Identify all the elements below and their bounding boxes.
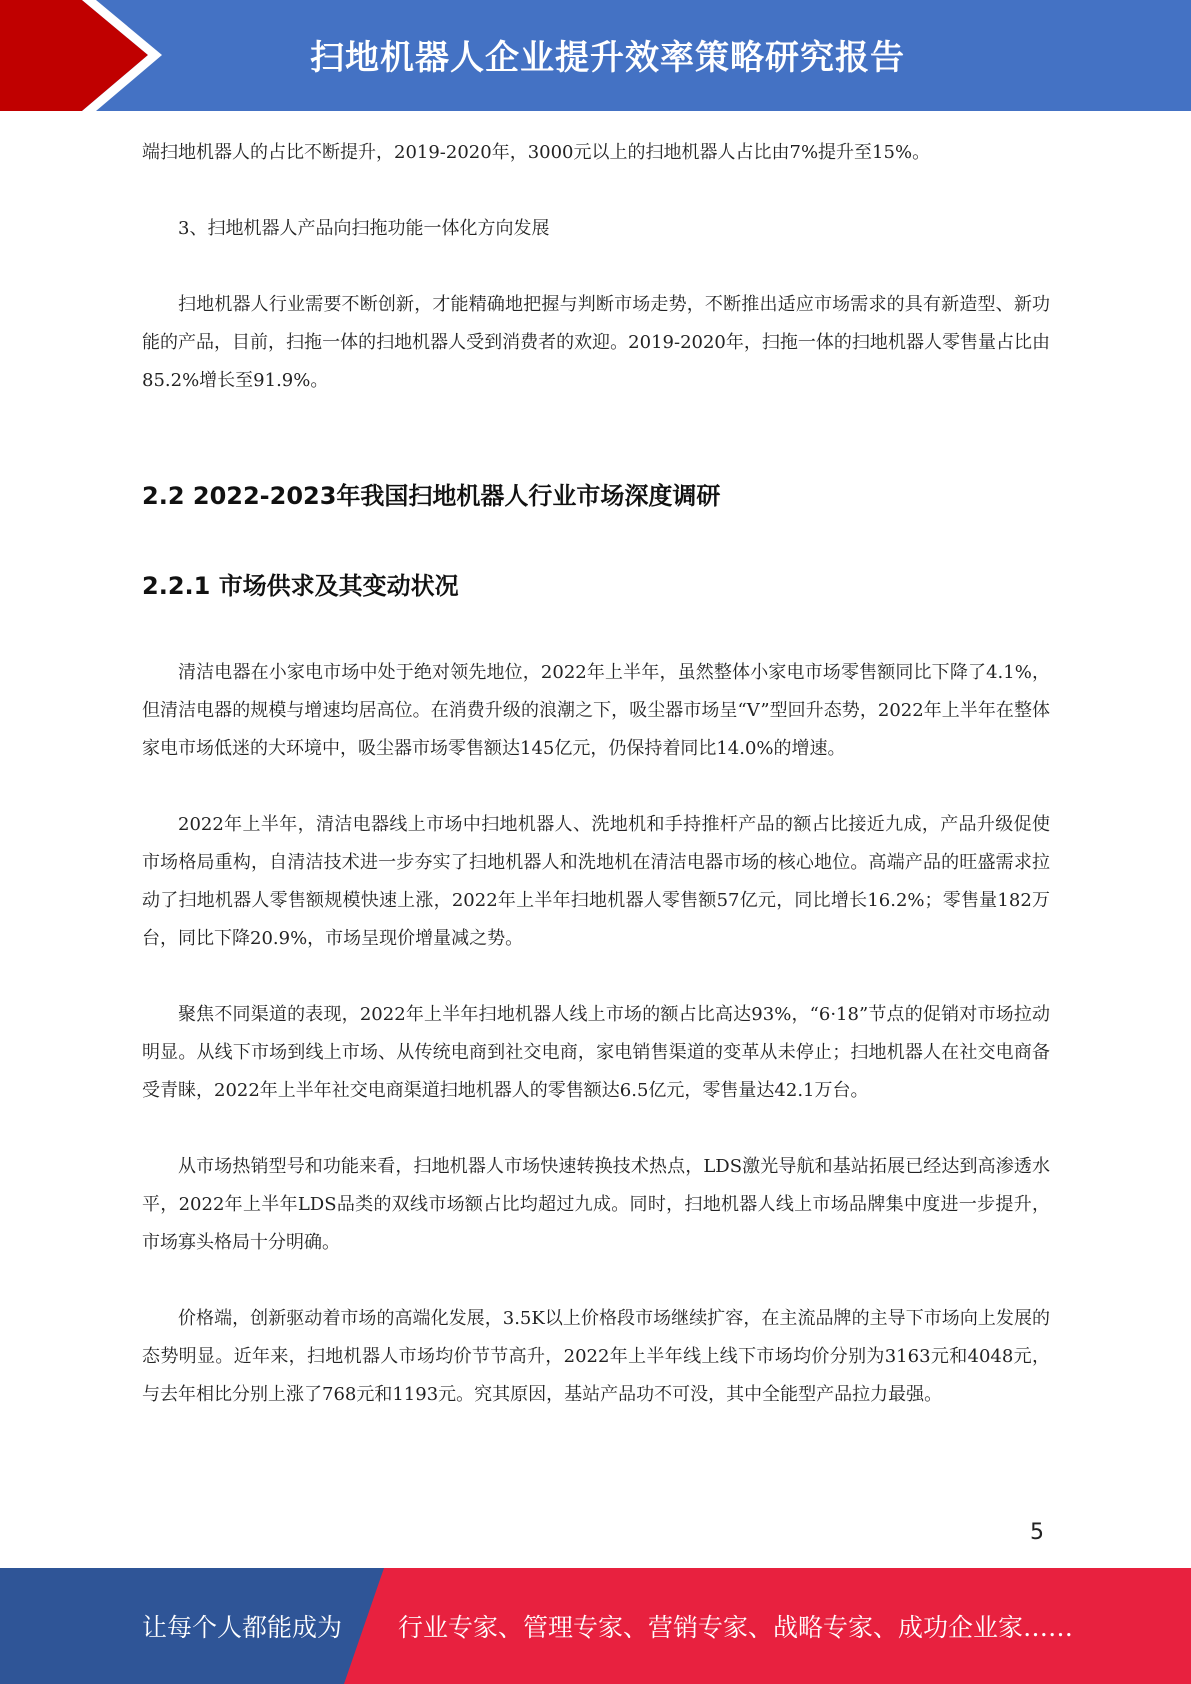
footer-slogan-right: 行业专家、管理专家、营销专家、战略专家、成功企业家…… [398, 1613, 1074, 1642]
header-red-chevron [0, 0, 148, 111]
paragraph-5: 价格端，创新驱动着市场的高端化发展，3.5K以上价格段市场继续扩容，在主流品牌的主导下市场向上发展的态势明显。近年来，扫地机器人市场均价节节高升，2022年上半年线上线下市场均价分别为3163元和4048元，与去年相比分别上涨了768元和1193元。究其原因，基站产品功不可没，其中全能型产品拉力最强。 [142, 1308, 1050, 1405]
page-header [0, 0, 1191, 111]
paragraph-4: 从市场热销型号和功能来看，扫地机器人市场快速转换技术热点，LDS激光导航和基站拓展已经达到高渗透水平，2022年上半年LDS品类的双线市场额占比均超过九成。同时，扫地机器人线上市场品牌集中度进一步提升，市场寡头格局十分明确。 [142, 1156, 1050, 1253]
list-item-3-title: 3、扫地机器人产品向扫拖功能一体化方向发展 [178, 218, 550, 239]
section-heading-2-2: 2.2 2022-2023年我国扫地机器人行业市场深度调研 [142, 482, 721, 510]
document-body [142, 134, 1050, 1414]
page-footer [0, 1568, 1191, 1684]
paragraph-3: 聚焦不同渠道的表现，2022年上半年扫地机器人线上市场的额占比高达93%，“6·18”节点的促销对市场拉动明显。从线下市场到线上市场、从传统电商到社交电商，家电销售渠道的变革从未停止；扫地机器人在社交电商备受青睐，2022年上半年社交电商渠道扫地机器人的零售额达6.5亿元，零售量达42.1万台。 [142, 1004, 1050, 1101]
page-number: 5 [1030, 1520, 1044, 1545]
report-title: 扫地机器人企业提升效率策略研究报告 [310, 38, 905, 78]
paragraph-1: 清洁电器在小家电市场中处于绝对领先地位，2022年上半年，虽然整体小家电市场零售额同比下降了4.1%，但清洁电器的规模与增速均居高位。在消费升级的浪潮之下，吸尘器市场呈“V”型回升态势，2022年上半年在整体家电市场低迷的大环境中，吸尘器市场零售额达145亿元，仍保持着同比14.0%的增速。 [142, 662, 1050, 759]
section-heading-2-2-1: 2.2.1 市场供求及其变动状况 [142, 572, 459, 600]
paragraph-intro-tail: 端扫地机器人的占比不断提升，2019-2020年，3000元以上的扫地机器人占比由7%提升至15%。 [142, 142, 931, 163]
footer-slogan-left: 让每个人都能成为 [142, 1613, 343, 1642]
paragraph-2: 2022年上半年，清洁电器线上市场中扫地机器人、洗地机和手持推杆产品的额占比接近九成，产品升级促使市场格局重构，自清洁技术进一步夯实了扫地机器人和洗地机在清洁电器市场的核心地位。高端产品的旺盛需求拉动了扫地机器人零售额规模快速上涨，2022年上半年扫地机器人零售额57亿元，同比增长16.2%；零售量182万台，同比下降20.9%，市场呈现价增量减之势。 [142, 814, 1050, 949]
paragraph-item-3-body: 扫地机器人行业需要不断创新，才能精确地把握与判断市场走势，不断推出适应市场需求的具有新造型、新功能的产品，目前，扫拖一体的扫地机器人受到消费者的欢迎。2019-2020年，扫拖一体的扫地机器人零售量占比由85.2%增长至91.9%。 [142, 294, 1050, 391]
